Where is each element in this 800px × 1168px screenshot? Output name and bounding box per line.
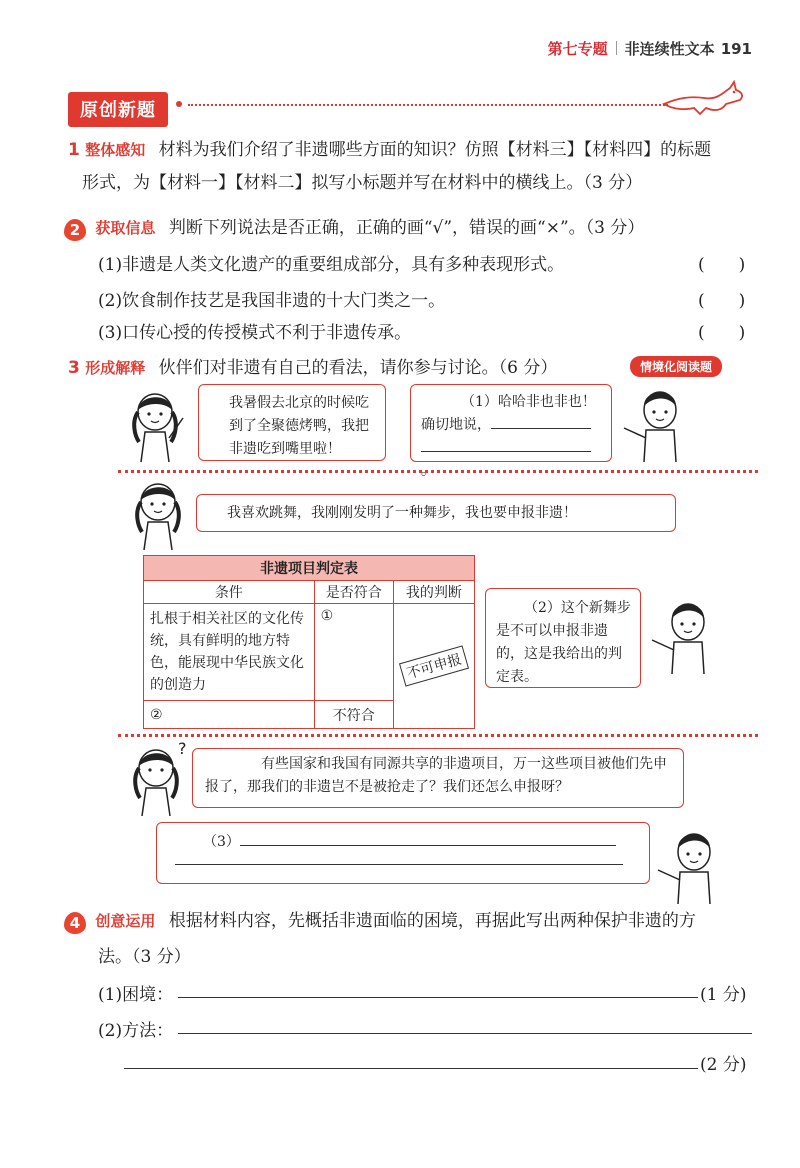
answer-blank-3b[interactable] xyxy=(175,864,623,865)
answer-blank-1b[interactable] xyxy=(421,437,591,452)
q4-flame-icon: 4 xyxy=(64,912,86,934)
q4-answer-line-3[interactable] xyxy=(124,1068,698,1069)
boy-illustration-3 xyxy=(652,826,722,906)
boy-illustration xyxy=(618,384,688,464)
q2-answer-box-1[interactable]: ( ) xyxy=(698,255,746,275)
q2-item-1: (1)非遗是人类文化遗产的重要组成部分，具有多种表现形式。 xyxy=(98,255,565,275)
boy1-line3 xyxy=(421,437,601,483)
section-badge: 原创新题 xyxy=(68,92,168,127)
q4-score-1: (1 分) xyxy=(700,985,747,1005)
answer-3-label: （3） xyxy=(203,834,240,850)
q4-text-1: 根据材料内容，先概括非遗面临的困境，再据此写出两种保护非遗的方 xyxy=(168,911,696,931)
q3-prompt: 伙伴们对非遗有自己的看法，请你参与讨论。（6 分） xyxy=(158,358,558,378)
q3-number: 3 xyxy=(68,358,80,378)
q1-tag: 整体感知 xyxy=(85,141,146,159)
girl-speech-bubble-1: 我暑假去北京的时候吃到了全聚德烤鸭，我把非遗吃到嘴里啦！ xyxy=(198,384,386,461)
header-divider xyxy=(616,41,617,55)
answer-blank-1a[interactable] xyxy=(491,414,591,429)
boy1-end: 。 xyxy=(421,463,435,479)
q2-answer-box-2[interactable]: ( ) xyxy=(698,291,746,311)
q2-item-3: (3)口传心授的传授模式不利于非遗传承。 xyxy=(98,323,412,343)
q1-text-1: 材料为我们介绍了非遗哪些方面的知识？仿照【材料三】【材料四】的标题 xyxy=(158,140,712,160)
section-title: 非连续性文本 xyxy=(624,40,715,58)
boy-speech-bubble-2: （2）这个新舞步是不可以申报非遗的，这是我给出的判定表。 xyxy=(485,588,641,688)
girl-illustration xyxy=(125,388,195,463)
dotted-rule xyxy=(188,104,668,106)
judgement-table xyxy=(143,555,475,729)
q4-line xyxy=(64,906,696,934)
q4-answer-2-label: (2)方法： xyxy=(98,1021,174,1041)
girl-speech-bubble-3: 有些国家和我国有同源共享的非遗项目，万一这些项目被他们先申报了，那我们的非遗岂不是被抢走了？我们还怎么申报呀？ xyxy=(192,748,684,808)
q4-tag: 创意运用 xyxy=(95,912,156,930)
table-title: 非遗项目判定表 xyxy=(144,556,475,581)
header-compliance: 是否符合 xyxy=(314,581,393,604)
q4-answer-line-1[interactable] xyxy=(178,997,698,998)
svg-text:?: ? xyxy=(178,740,187,758)
boy1-prefix: 确切地说， xyxy=(421,417,491,433)
cat-icon xyxy=(660,78,750,118)
boy1-line2 xyxy=(421,414,601,437)
boy-speech-bubble-3 xyxy=(156,822,650,884)
blank-2[interactable]: ② xyxy=(144,701,315,729)
girl-thinking-illustration xyxy=(126,740,194,816)
q1-line1 xyxy=(68,135,711,160)
page-number: 191 xyxy=(720,40,752,58)
boy-illustration-2 xyxy=(646,596,716,676)
divider-1 xyxy=(118,470,758,473)
q2-tag: 获取信息 xyxy=(95,219,156,237)
q2-flame-icon: 2 xyxy=(64,219,86,241)
badge-dot xyxy=(176,101,182,107)
context-reading-tag: 情境化阅读题 xyxy=(630,356,722,377)
boy-speech-bubble-1 xyxy=(410,384,612,479)
q1-number: 1 xyxy=(68,140,80,160)
condition-cell-1: 扎根于相关社区的文化传统，具有鲜明的地方特色，能展现中华民族文化的创造力 xyxy=(144,604,315,701)
page-header xyxy=(548,38,752,59)
q4-text-2: 法。（3 分） xyxy=(98,947,191,967)
q3-tag: 形成解释 xyxy=(85,359,146,377)
q4-answer-line-2[interactable] xyxy=(178,1033,752,1034)
blank-1[interactable]: ① xyxy=(314,604,393,701)
header-judgement: 我的判断 xyxy=(393,581,474,604)
chapter-label: 第七专题 xyxy=(547,40,608,58)
answer-blank-3a[interactable] xyxy=(240,833,616,846)
boy1-line1: （1）哈哈非也非也！ xyxy=(461,394,596,410)
q4-answer-1-label: (1)困境： xyxy=(98,985,174,1005)
divider-2 xyxy=(118,734,758,737)
girl-speech-bubble-2: 我喜欢跳舞，我刚刚发明了一种舞步，我也要申报非遗！ xyxy=(196,494,676,532)
q2-item-2: (2)饮食制作技艺是我国非遗的十大门类之一。 xyxy=(98,291,446,311)
girl-illustration-2 xyxy=(128,478,193,550)
q2-prompt: 判断下列说法是否正确，正确的画“√”，错误的画“×”。（3 分） xyxy=(168,218,645,238)
judgement-cell xyxy=(393,604,474,729)
q2-line xyxy=(64,213,644,241)
q3-line xyxy=(68,353,557,378)
compliance-no: 不符合 xyxy=(314,701,393,729)
not-eligible-stamp: 不可申报 xyxy=(399,645,469,686)
q1-text-2: 形式，为【材料一】【材料二】拟写小标题并写在材料中的横线上。（3 分） xyxy=(82,173,643,193)
header-condition: 条件 xyxy=(144,581,315,604)
q4-score-2: (2 分) xyxy=(700,1055,747,1075)
q2-answer-box-3[interactable]: ( ) xyxy=(698,323,746,343)
